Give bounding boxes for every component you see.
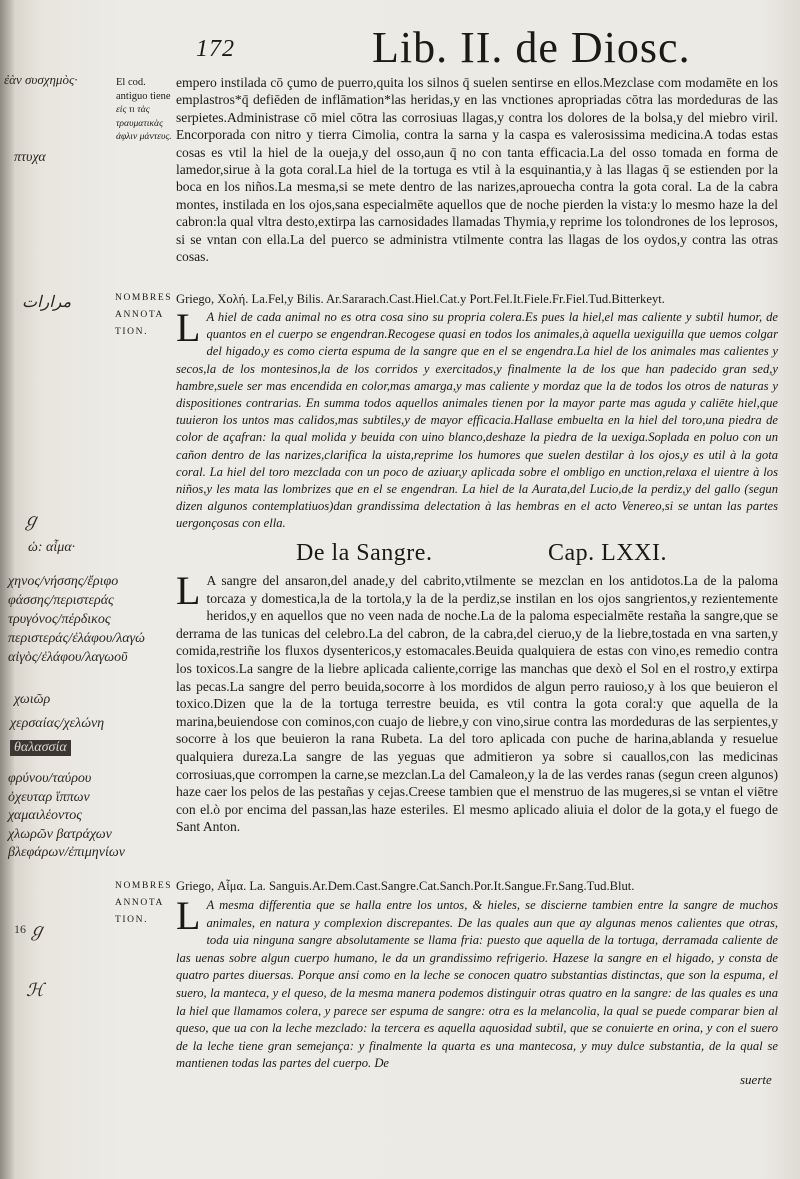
label-nombres: NOMBRES xyxy=(115,293,173,303)
dropcap-L: L xyxy=(176,305,201,350)
paragraph-sangre xyxy=(176,568,778,836)
dropcap-L-3: L xyxy=(176,893,201,938)
greek-list-item: χηνος/νήσσης/ἔριφο xyxy=(8,574,119,589)
running-head: Lib. II. de Diosc. xyxy=(372,23,691,72)
shelf-mark: 16 xyxy=(14,922,26,936)
sidenote-codex xyxy=(116,76,178,144)
greek-list-item: τρυγόνος/πέρδικος xyxy=(8,612,111,627)
sidenote-greek-text: εἰς τι τὰς τραυματικὰς ἀφλιν μάντευς. xyxy=(116,104,172,143)
catchword: suerte xyxy=(740,1072,772,1087)
label-annota-2: ANNOTA xyxy=(115,898,164,908)
margin-symbol-3: ℋ xyxy=(26,980,44,1000)
margin-greek-top: ἐὰν συσχημὸς· xyxy=(4,72,78,87)
nombres-annotation-label-1 xyxy=(115,290,175,341)
label-nombres-2: NOMBRES xyxy=(115,881,173,891)
margin-greek-2: πτυχα xyxy=(14,150,46,165)
paragraph-sangre-text: A sangre del ansaron,del anade,y del cabrito,vtilmente se mezclan en los antidotos.La de la paloma torcaza y domestica,la de la tortola,y la de la perdiz,se instilan en los ojos sangrientos,y rezientemente heridos,y en aquellos que no veen nada de noche.La de la paloma especialmēte restaña la sangre,que se derrama de las tunicas del celebro.La del cabron, de la cabra,del cieruo,y de la liebre,tostada en vna sarten,y comida,restriñe los fluxos dysentericos,y estomacales.Beuida qualquiera de estas con vino,es remedio contra los toxicos.La sangre de la liebre aplicada caliente,corrige las manchas que dexò el Sol en el rostro,y extirpa las pecas.La sangre del perro beuida,socorre à los mordidos de algun perro rauioso,y à los que beuieron el toxico.Dizen que la de la tortuga terrestre beuida, es vtil contra la gota coral:y que aquella de la marina,beuiendose con cominos,con cuajo de liebre,y con vino,sirue contra las mordeduras de las serpientes,y socorre à los que beuieron la rana Rubeta. La del toro aplicada con puche de harina,ablanda y resuelue qualquiera dureza.La sangre de las yeguas que admitieron ya sobre si cauallos,con las medicinas corrosiuas,que corrompen la carne,se mezclan.La del Camaleon,y la de las verdes ranas (segun creen algunos) haze caer los pelos de las pestañas y cejas.Creese tambien que el menstruo de las mugeres,si se vntan el viētre con el.ò por encima del passan,las haze esteriles. El mesmo aplicado aliuia el dolor de la gota,y el fuego de Sant Anton. xyxy=(176,573,778,835)
greek-list2-item: χλωρῶν βατράχων xyxy=(8,826,112,842)
margin-symbol-1: ℊ xyxy=(22,510,40,530)
nombres-sangre: Griego, Αἷμα. La. Sanguis.Ar.Dem.Cast.Sangre.Cat.Sanch.Por.It.Sangue.Fr.Sang.Tud.Blut. xyxy=(176,879,635,893)
margin-greek-6: θαλασσία xyxy=(10,740,71,756)
greek-list-item: περιστεράς/ἐλάφου/λαγώ xyxy=(8,631,145,646)
margin-greek-5: χερσαίας/χελώνη xyxy=(10,716,105,731)
paragraph-hiel-continued: empero instilada cō çumo de puerro,quita los silnos q̄ suelen sentirse en ellos.Mezclase com modamēte en los emplastros*q̄ defiēden de inflāmation*las heridas,y en las vnctiones apropriadas cōtra las mordeduras de las serpietes.Administrase cō miel cōtra las corrosiuas llagas,y contra los dolores de la bolsa,y del miebro viril. Encorporada con nitro y tierra Cimolia, contra la sarna y la caspa es valerosissima medicina.A todas estas cosas es vtil la hiel de la oueja,y del osso,aun q̄ no con tanta efficacia.La del osso tomada en forma de lamedor,sirue à la gota coral.La hiel de la tortuga es vtil à la esquinantia,y à las llagas q̄ se estienden por la boca en los niños.La mesma,si se mete dentro de las narizes,aprouecha contra la gota coral. La de la cabra montes, instilada en los ojos,sana especialmēte aquellos que de noche pierden la vista:y lo mesmo haze la del cabron:la qual vltra desto,extirpa las carnosidades llamadas Thymia,y reprime los tolondrones de los leprosos, si se vntan con ella.La del puerco se administra vtilmente contra las llagas de los oydos,y contra las otras cosas. xyxy=(176,75,778,265)
page-header xyxy=(196,22,796,70)
nombres-hiel: Griego, Χολή. La.Fel,y Bilis. Ar.Sararach.Cast.Hiel.Cat.y Port.Fel.It.Fiele.Fr.Fiel.Tud.Bitterkeyt. xyxy=(176,292,665,306)
margin-greek-list-2 xyxy=(8,770,188,863)
annotation-sangre-text: A mesma differentia que se halla entre los untos, & hieles, se discierne tambien entre la sangre de muchos animales, en natura y complexion discrepantes. De las quales aun que ay algunas menos calientes que otras, toda uia ninguna sangre absolutamente se llama fria: puesto que aquella de la tortuga, derramada caliente de las uenas sobre algun cuerpo humano, le da un grandissimo refrigerio. Hazese la sangre en el higado, y consta de quatro partes diuersas. Porque ansi como en la leche se conocen quatro substantias distinctas, que son la espuma, el suero, la manteca, y el queso, de la mesma manera podemos distinguir otras quatro en la sangre: de las quales es una la hiel que llamamos colera, y parece ser espuma de sangre: otra es la melancolia, la qual se puede comparar bien al queso, que ua con la leche mezclado: la tercera es aquella aquosidad subtil, que se conuierte en orina, y con el suero de la leche tiene gran semejança: y finalmente la quarta es una mantecosa, y muy dulce substantia, de la qual se mantienen todas las partes del cuerpo. De xyxy=(176,898,778,1071)
greek-list2-item: ὀχευταρ ἵππων xyxy=(8,789,90,805)
greek-list-item: φάσσης/περιστεράς xyxy=(8,593,114,608)
greek-list2-item: φρύνου/ταύρου xyxy=(8,771,92,786)
margin-arabic: مرارات xyxy=(22,294,72,311)
label-tion: TION. xyxy=(115,327,149,337)
nombres-annotation-label-2 xyxy=(115,878,175,929)
dropcap-L-2: L xyxy=(176,568,201,613)
page-number: 172 xyxy=(196,36,235,62)
label-annota: ANNOTA xyxy=(115,310,164,320)
greek-list-item: αἰγὸς/ἐλάφου/λαγωοῦ xyxy=(8,650,128,665)
greek-list2-item: χαμαιλέοντος xyxy=(8,808,82,823)
annotation-hiel xyxy=(176,305,778,533)
margin-greek-3: ὡ: αἷμα· xyxy=(28,540,76,555)
annotation-hiel-text: A hiel de cada animal no es otra cosa sino su propria colera.Es pues la hiel,el mas caliente y subtil humor, de quantos en el cuerpo se engendran.Recogese quasi en todos los animales,à aquella uexiguilla que uemos colgar del higado,y es como cierta espuma de la sangre que en el se engendra.La hiel de los animales mas calientes y secos,la de los montesinos,la de los corridos y exercitados,y finalmente la de los que han padecido gran sed,y hambre,suele ser mas encendida en color,mas amarga,y mas caliente y mordaz que la de todos los otros de naturas y dispositiones contrarias. En summa todos aquellos animales tienen por la mayor parte mas aguda y caliēte hiel,que tuuieron los untos mas calidos,mas subtiles,y de mayor efficacia.Hallase embuelta en la hiel del toro,una piedra de color de açafran: la qual molida y beuida con uino blanco,deshaze la piedra de la uexiga.Soplada en poluo con un cañon dentro de las narizes,clarifica la uista,reprime los humores que suelen destilar à los ojos,y es util à la gota coral. La hiel del toro mezclada con un poco de aziuar,y aplicada sobre el ombligo en unction,relaxa el uientre à los niños,y les mata las lombrizes que en el se engendran. La hiel de la Aurata,del Lucio,de la perdiz,y del gallo (segun dizen algunos contemplatiuos)dan grandissima delectation à las hembras en el acto Venereo,si se untan las partes uergonçosas con ella. xyxy=(176,310,778,531)
label-tion-2: TION. xyxy=(115,915,149,925)
sidenote-cod-text: El cod. antiguo tiene xyxy=(116,77,171,102)
margin-symbol-2: ℊ xyxy=(28,920,46,940)
margin-greek-list xyxy=(8,572,178,667)
greek-list2-item: βλεφάρων/ἐπιμηνίων xyxy=(8,845,125,860)
margin-greek-4: χωιῶρ xyxy=(14,692,51,707)
chapter-title: Cap. LXXI. xyxy=(548,540,667,566)
section-title: De la Sangre. xyxy=(296,540,433,566)
annotation-sangre xyxy=(176,893,778,1073)
